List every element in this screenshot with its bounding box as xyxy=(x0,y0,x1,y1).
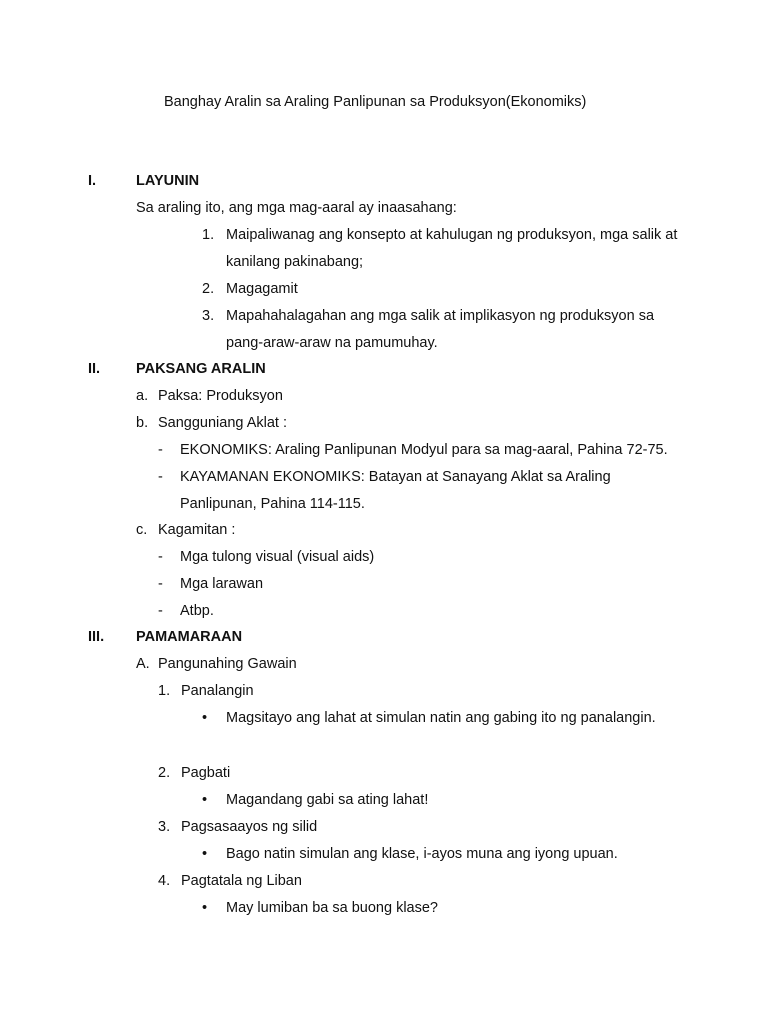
step-3-number: 3. xyxy=(158,819,171,835)
objective-2-number: 2. xyxy=(202,281,215,297)
step-3-bullet-icon: • xyxy=(202,846,208,862)
material-2-text: Mga larawan xyxy=(180,576,264,592)
item-b-marker: b. xyxy=(136,415,149,431)
step-3-label: Pagsasaayos ng silid xyxy=(181,819,318,835)
section-3-heading: PAMAMARAAN xyxy=(136,629,243,645)
section-3-numeral: III. xyxy=(88,629,105,645)
objective-3-text: Mapahahalagahan ang mga salik at implikasyon ng produksyon sa xyxy=(226,308,655,324)
section-2-numeral: II. xyxy=(88,361,101,377)
reference-1-text: EKONOMIKS: Araling Panlipunan Modyul para sa mag-aaral, Pahina 72-75. xyxy=(180,442,668,458)
item-c-marker: c. xyxy=(136,522,148,538)
step-2-number: 2. xyxy=(158,765,171,781)
document-title: Banghay Aralin sa Araling Panlipunan sa Produksyon(Ekonomiks) xyxy=(164,94,587,110)
step-4-number: 4. xyxy=(158,873,171,889)
material-2-dash: - xyxy=(158,576,163,592)
step-2-bullet-text: Magandang gabi sa ating lahat! xyxy=(226,792,429,808)
objective-3-text-cont: pang-araw-araw na pamumuhay. xyxy=(226,335,438,351)
reference-2-text: KAYAMANAN EKONOMIKS: Batayan at Sanayang Aklat sa Araling xyxy=(180,469,611,485)
item-a-text: Paksa: Produksyon xyxy=(158,388,283,404)
item-a-marker: a. xyxy=(136,388,149,404)
objective-3-number: 3. xyxy=(202,308,215,324)
item-A-marker: A. xyxy=(136,656,150,672)
step-3-bullet-text: Bago natin simulan ang klase, i-ayos muna ang iyong upuan. xyxy=(226,846,618,862)
item-b-text: Sangguniang Aklat : xyxy=(158,415,287,431)
item-A-text: Pangunahing Gawain xyxy=(158,656,297,672)
material-3-dash: - xyxy=(158,603,163,619)
reference-2-text-cont: Panlipunan, Pahina 114-115. xyxy=(180,496,365,512)
step-4-bullet-icon: • xyxy=(202,900,208,916)
material-1-text: Mga tulong visual (visual aids) xyxy=(180,549,375,565)
step-1-bullet-text: Magsitayo ang lahat at simulan natin ang gabing ito ng panalangin. xyxy=(226,710,656,726)
step-4-bullet-text: May lumiban ba sa buong klase? xyxy=(226,900,438,916)
objective-1-text: Maipaliwanag ang konsepto at kahulugan ng produksyon, mga salik at xyxy=(226,227,678,243)
step-1-bullet-icon: • xyxy=(202,710,208,726)
section-1-numeral: I. xyxy=(88,173,97,189)
step-4-label: Pagtatala ng Liban xyxy=(181,873,302,889)
material-1-dash: - xyxy=(158,549,163,565)
material-3-text: Atbp. xyxy=(180,603,214,619)
step-2-label: Pagbati xyxy=(181,765,231,781)
section-1-heading: LAYUNIN xyxy=(136,173,200,189)
section-1-intro: Sa araling ito, ang mga mag-aaral ay inaasahang: xyxy=(136,200,457,216)
item-c-text: Kagamitan : xyxy=(158,522,236,538)
step-2-bullet-icon: • xyxy=(202,792,208,808)
step-1-number: 1. xyxy=(158,683,171,699)
objective-1-text-cont: kanilang pakinabang; xyxy=(226,254,364,270)
step-1-label: Panalangin xyxy=(181,683,254,699)
reference-2-dash: - xyxy=(158,469,163,485)
objective-1-number: 1. xyxy=(202,227,215,243)
section-2-heading: PAKSANG ARALIN xyxy=(136,361,266,377)
reference-1-dash: - xyxy=(158,442,163,458)
objective-2-text: Magagamit xyxy=(226,281,298,297)
